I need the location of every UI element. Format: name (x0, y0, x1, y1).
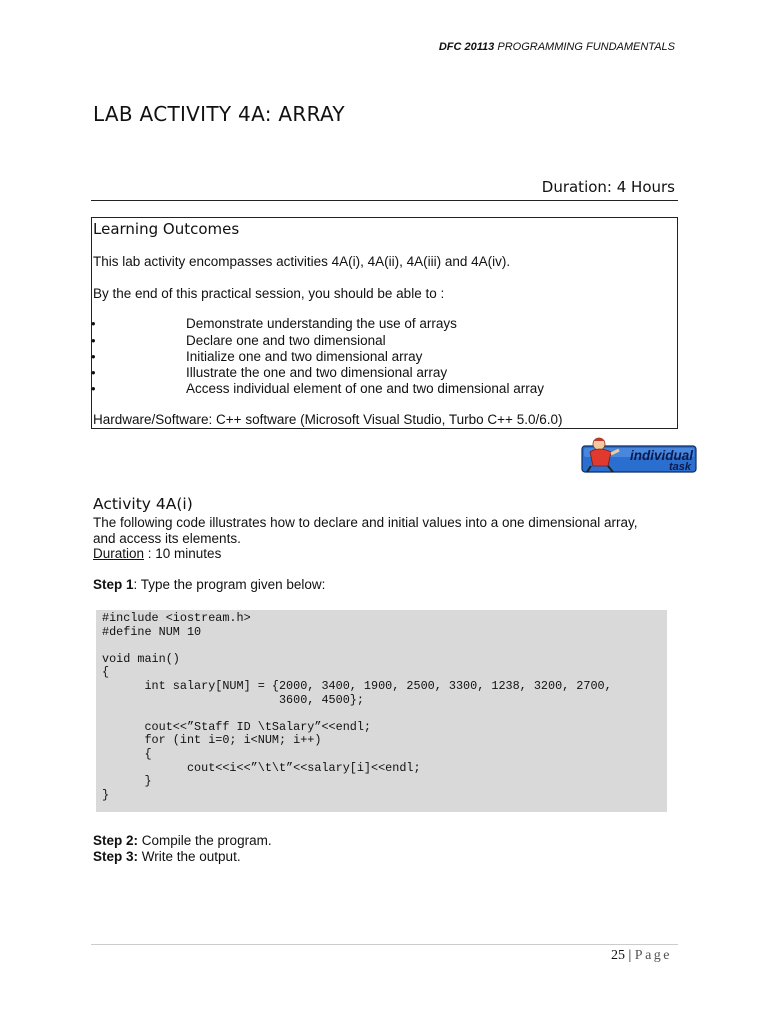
step-1-label: Step 1 (93, 577, 134, 592)
step-2-label: Step 2: (93, 833, 139, 848)
hardware-software-line: Hardware/Software: C++ software (Microsoft Visual Studio, Turbo C++ 5.0/6.0) (93, 412, 563, 427)
activity-description-line1: The following code illustrates how to declare and initial values into a one dimensional array, (93, 515, 638, 530)
code-listing: #include <iostream.h> #define NUM 10 void main() { int salary[NUM] = {2000, 3400, 1900, 2500, 3300, 1238, 3200, 2700, 3600, 4500}; cout<<”Staff ID \tSalary”<<endl; for (int i=0; i<NUM; i++) { cout<<i<<”\t\t”<<salary[i]<<endl; } } (102, 611, 612, 802)
page-word: Page (634, 948, 672, 963)
duration-label: Duration: 4 Hours (541, 178, 675, 196)
code-block (96, 610, 667, 812)
learning-outcomes-heading: Learning Outcomes (93, 220, 240, 238)
outcome-item: Illustrate the one and two dimensional array (186, 365, 448, 380)
page-separator: | (624, 948, 635, 963)
outcome-item: Access individual element of one and two dimensional array (186, 381, 544, 396)
outcome-item: Demonstrate understanding the use of arrays (186, 316, 457, 331)
bullet-glyph: • (91, 365, 96, 380)
activity-heading: Activity 4A(i) (93, 495, 193, 513)
step-2-text: Compile the program. (138, 833, 272, 848)
bullet-glyph: • (91, 349, 96, 364)
individual-task-badge (581, 436, 697, 474)
page-title: LAB ACTIVITY 4A: ARRAY (93, 102, 345, 126)
step-1 (93, 577, 325, 592)
course-code: DFC 20113 (438, 41, 495, 53)
activity-duration-value: : 10 minutes (144, 546, 222, 561)
activity-duration (93, 546, 221, 561)
bullet-glyph: • (91, 381, 96, 396)
step-3-text: Write the output. (138, 849, 241, 864)
outcomes-intro: This lab activity encompasses activities 4A(i), 4A(ii), 4A(iii) and 4A(iv). (93, 254, 511, 269)
running-header (0, 41, 675, 53)
course-name: PROGRAMMING FUNDAMENTALS (497, 41, 675, 53)
footer-divider (91, 944, 678, 945)
bullet-glyph: • (91, 316, 96, 331)
badge-line1: individual (629, 448, 693, 463)
page-footer (611, 948, 672, 964)
individual-task-icon (581, 436, 697, 474)
step-1-text: : Type the program given below: (133, 577, 326, 592)
step-3 (93, 849, 241, 864)
outcome-item: Declare one and two dimensional (186, 333, 386, 348)
activity-description-line2: and access its elements. (93, 531, 241, 546)
bullet-glyph: • (91, 333, 96, 348)
step-2 (93, 833, 272, 848)
page-number: 25 (610, 948, 625, 963)
activity-duration-label: Duration (93, 546, 145, 561)
outcome-item: Initialize one and two dimensional array (186, 349, 423, 364)
outcomes-lead: By the end of this practical session, you should be able to : (93, 286, 445, 301)
title-divider (91, 200, 678, 201)
step-3-label: Step 3: (93, 849, 139, 864)
badge-line2: task (668, 461, 691, 473)
